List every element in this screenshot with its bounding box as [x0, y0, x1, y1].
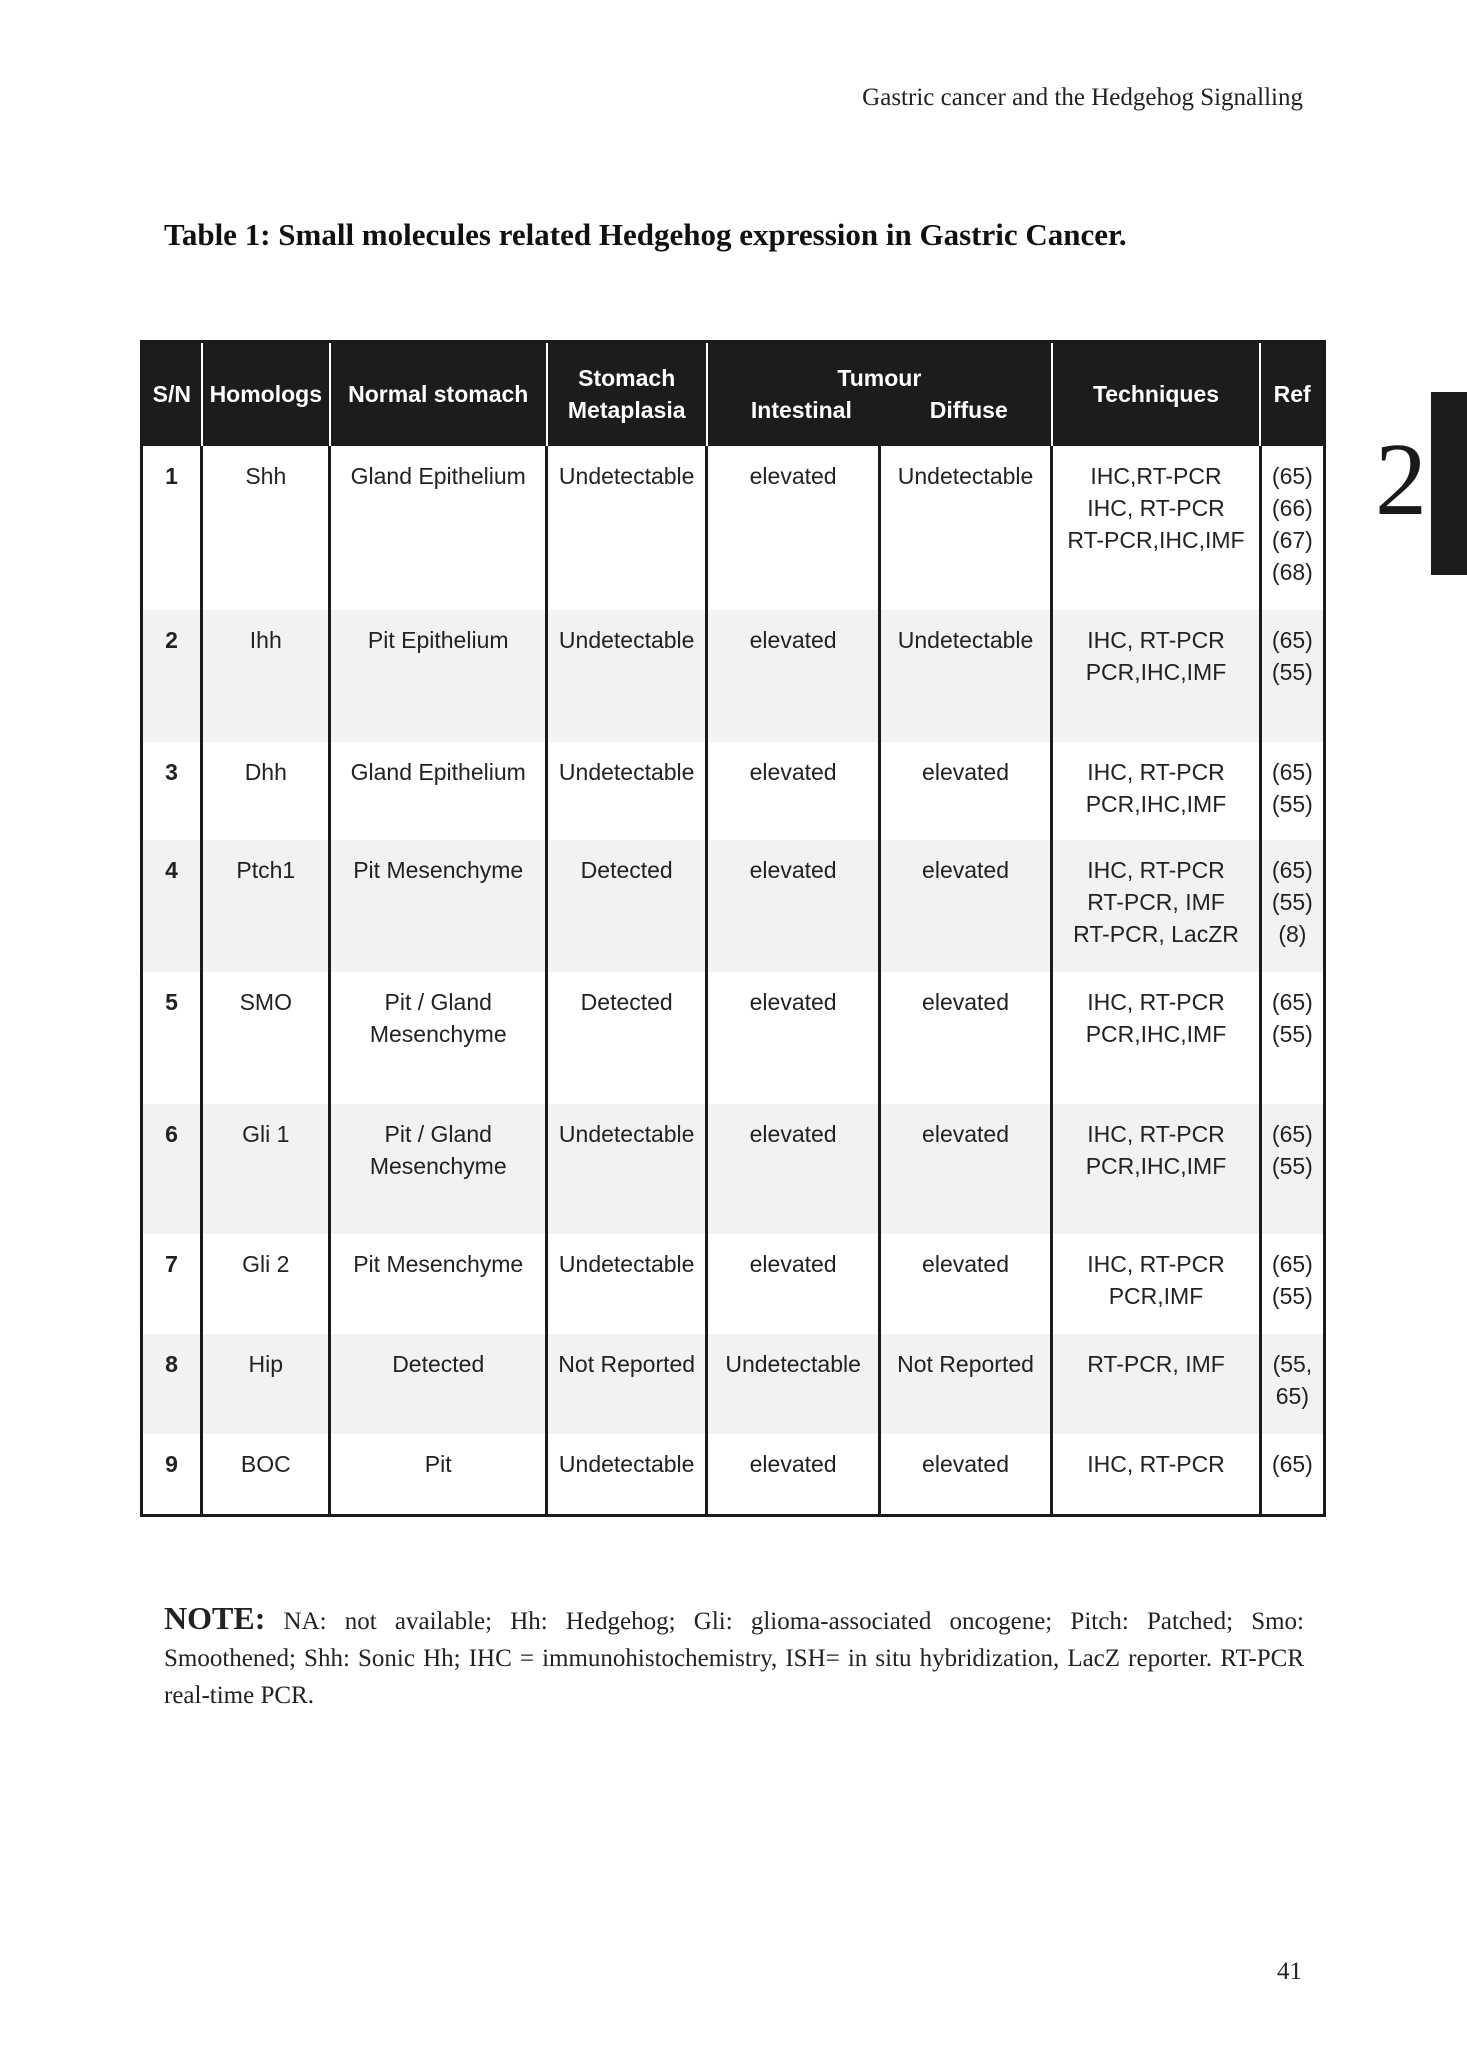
cell-homolog: BOC	[202, 1434, 330, 1516]
cell-tumour-diffuse: elevated	[879, 1234, 1051, 1334]
cell-tumour-diffuse: elevated	[879, 742, 1051, 840]
cell-ref	[1260, 446, 1324, 610]
cell-metaplasia: Undetectable	[547, 610, 707, 742]
table-row	[142, 1234, 1325, 1334]
table-body	[142, 446, 1325, 1516]
cell-techniques	[1052, 840, 1261, 972]
cell-homolog: Hip	[202, 1334, 330, 1434]
cell-sn: 6	[142, 1104, 202, 1234]
cell-sn: 8	[142, 1334, 202, 1434]
cell-normal-stomach-line: Pit Mesenchyme	[353, 1250, 524, 1277]
cell-techniques-line: RT-PCR, IMF	[1087, 888, 1225, 915]
cell-techniques-line: IHC, RT-PCR	[1087, 1250, 1225, 1277]
note-text: NA: not available; Hh: Hedgehog; Gli: glioma-associated oncogene; Pitch: Patched; Smo: Smoothened; Shh: Sonic Hh; IHC = immunohistochemistry, ISH= in situ hybridization, LacZ reporter. RT-PCR real-time PCR.	[164, 1608, 1305, 1709]
cell-ref-line: (65)	[1271, 856, 1313, 883]
cell-techniques	[1052, 972, 1261, 1104]
col-header-normal-stomach: Normal stomach	[330, 342, 547, 446]
chapter-number: 2	[1375, 422, 1427, 537]
cell-techniques	[1052, 1334, 1261, 1434]
cell-ref-line: (65)	[1271, 758, 1313, 785]
cell-ref-line: (55)	[1271, 658, 1313, 685]
cell-metaplasia: Undetectable	[547, 1104, 707, 1234]
cell-metaplasia: Undetectable	[547, 742, 707, 840]
cell-ref-line: (55)	[1271, 888, 1313, 915]
cell-techniques-line: IHC, RT-PCR	[1087, 494, 1225, 521]
cell-homolog: Ihh	[202, 610, 330, 742]
cell-normal-stomach-line: Pit	[424, 1450, 452, 1477]
cell-techniques-line: PCR,IMF	[1108, 1282, 1204, 1309]
cell-ref-line: (68)	[1271, 558, 1313, 585]
cell-ref-line: 65)	[1275, 1382, 1309, 1409]
cell-tumour-diffuse: elevated	[879, 1104, 1051, 1234]
col-header-homologs: Homologs	[202, 342, 330, 446]
cell-tumour-intestinal: elevated	[707, 1434, 879, 1516]
col-header-stomach-metaplasia	[547, 342, 707, 446]
table-row	[142, 1434, 1325, 1516]
cell-ref	[1260, 1434, 1324, 1516]
col-header-tumour-title: Tumour	[837, 365, 922, 392]
cell-metaplasia: Undetectable	[547, 1434, 707, 1516]
table-header-row	[142, 342, 1325, 446]
cell-techniques-line: IHC, RT-PCR	[1087, 1450, 1225, 1477]
cell-ref-line: (8)	[1278, 920, 1307, 947]
cell-tumour-intestinal: elevated	[707, 972, 879, 1104]
cell-tumour-diffuse: Undetectable	[879, 610, 1051, 742]
cell-homolog: Gli 2	[202, 1234, 330, 1334]
cell-ref-line: (55,	[1272, 1350, 1313, 1377]
cell-ref-line: (65)	[1271, 988, 1313, 1015]
cell-metaplasia: Undetectable	[547, 446, 707, 610]
table-row	[142, 840, 1325, 972]
cell-techniques	[1052, 1104, 1261, 1234]
cell-techniques	[1052, 1434, 1261, 1516]
cell-homolog: Shh	[202, 446, 330, 610]
cell-normal-stomach	[330, 972, 547, 1104]
cell-tumour-intestinal: elevated	[707, 610, 879, 742]
cell-techniques-line: RT-PCR, LacZR	[1073, 920, 1239, 947]
cell-tumour-intestinal: elevated	[707, 840, 879, 972]
cell-techniques-line: RT-PCR,IHC,IMF	[1067, 526, 1245, 553]
cell-ref-line: (65)	[1271, 626, 1313, 653]
running-head: Gastric cancer and the Hedgehog Signalling	[862, 84, 1303, 111]
col-header-techniques: Techniques	[1052, 342, 1261, 446]
cell-normal-stomach-line: Pit Mesenchyme	[353, 856, 524, 883]
col-header-intestinal: Intestinal	[750, 397, 852, 424]
cell-techniques-line: PCR,IHC,IMF	[1085, 1020, 1227, 1047]
col-header-ref: Ref	[1260, 342, 1324, 446]
cell-normal-stomach	[330, 1104, 547, 1234]
table-note	[164, 1600, 1304, 1714]
cell-normal-stomach	[330, 1334, 547, 1434]
cell-normal-stomach	[330, 1234, 547, 1334]
table-row	[142, 446, 1325, 610]
cell-techniques-line: IHC, RT-PCR	[1087, 1120, 1225, 1147]
table-row	[142, 742, 1325, 840]
table-row	[142, 1334, 1325, 1434]
cell-techniques-line: PCR,IHC,IMF	[1085, 1152, 1227, 1179]
cell-ref	[1260, 972, 1324, 1104]
cell-normal-stomach-line: Mesenchyme	[369, 1152, 507, 1179]
cell-normal-stomach-line: Gland Epithelium	[350, 758, 526, 785]
table-row	[142, 1104, 1325, 1234]
cell-ref-line: (55)	[1271, 1020, 1313, 1047]
col-header-tumour	[707, 342, 1052, 446]
cell-sn: 4	[142, 840, 202, 972]
cell-ref-line: (65)	[1271, 1450, 1313, 1477]
cell-ref-line: (55)	[1271, 1152, 1313, 1179]
cell-techniques-line: IHC, RT-PCR	[1087, 988, 1225, 1015]
cell-normal-stomach-line: Detected	[392, 1350, 485, 1377]
chapter-tab-marker	[1431, 392, 1467, 575]
cell-techniques-line: PCR,IHC,IMF	[1085, 658, 1227, 685]
cell-techniques-line: IHC, RT-PCR	[1087, 856, 1225, 883]
cell-tumour-intestinal: elevated	[707, 1234, 879, 1334]
cell-tumour-intestinal: elevated	[707, 446, 879, 610]
cell-techniques	[1052, 1234, 1261, 1334]
cell-tumour-diffuse: Undetectable	[879, 446, 1051, 610]
cell-ref	[1260, 610, 1324, 742]
col-header-sn: S/N	[142, 342, 202, 446]
cell-normal-stomach-line: Mesenchyme	[369, 1020, 507, 1047]
cell-sn: 7	[165, 1250, 178, 1277]
cell-tumour-intestinal: Undetectable	[707, 1334, 879, 1434]
cell-tumour-diffuse: elevated	[879, 840, 1051, 972]
table-row	[142, 610, 1325, 742]
cell-homolog: Ptch1	[202, 840, 330, 972]
cell-ref-line: (55)	[1271, 1282, 1313, 1309]
col-header-diffuse: Diffuse	[929, 397, 1008, 424]
table-title: Table 1: Small molecules related Hedgehog expression in Gastric Cancer.	[164, 217, 1127, 252]
cell-ref	[1260, 1104, 1324, 1234]
cell-sn: 2	[142, 610, 202, 742]
cell-ref	[1260, 1334, 1324, 1434]
cell-normal-stomach	[330, 840, 547, 972]
cell-techniques-line: IHC, RT-PCR	[1087, 758, 1225, 785]
cell-normal-stomach-line: Pit / Gland	[384, 1120, 492, 1147]
cell-tumour-intestinal: elevated	[707, 1104, 879, 1234]
cell-normal-stomach-line: Pit Epithelium	[367, 626, 509, 653]
note-label: NOTE:	[164, 1600, 266, 1636]
col-header-metaplasia-line1: Stomach	[578, 365, 676, 392]
cell-ref	[1260, 742, 1324, 840]
cell-techniques-line: RT-PCR, IMF	[1087, 1350, 1225, 1377]
cell-techniques-line: PCR,IHC,IMF	[1085, 790, 1227, 817]
cell-metaplasia: Detected	[547, 840, 707, 972]
cell-ref-line: (67)	[1271, 526, 1313, 553]
cell-techniques	[1052, 446, 1261, 610]
cell-normal-stomach	[330, 610, 547, 742]
cell-metaplasia: Undetectable	[547, 1234, 707, 1334]
cell-tumour-diffuse: elevated	[879, 1434, 1051, 1516]
cell-ref-line: (65)	[1271, 462, 1313, 489]
cell-ref	[1260, 1234, 1324, 1334]
cell-sn: 5	[165, 988, 178, 1015]
cell-normal-stomach	[330, 1434, 547, 1516]
cell-homolog: SMO	[202, 972, 330, 1104]
cell-metaplasia: Detected	[547, 972, 707, 1104]
cell-normal-stomach-line: Pit / Gland	[384, 988, 492, 1015]
table-row	[142, 972, 1325, 1104]
cell-techniques	[1052, 742, 1261, 840]
cell-ref-line: (66)	[1271, 494, 1313, 521]
cell-techniques-line: IHC, RT-PCR	[1087, 626, 1225, 653]
cell-tumour-diffuse: elevated	[879, 972, 1051, 1104]
cell-techniques-line: IHC,RT-PCR	[1090, 462, 1222, 489]
col-header-metaplasia-line2: Metaplasia	[567, 397, 686, 424]
cell-homolog: Gli 1	[202, 1104, 330, 1234]
page-number: 41	[1277, 1958, 1302, 1985]
cell-ref-line: (65)	[1271, 1250, 1313, 1277]
cell-tumour-diffuse: Not Reported	[879, 1334, 1051, 1434]
cell-normal-stomach-line: Gland Epithelium	[350, 462, 526, 489]
homolog-expression-table	[140, 340, 1326, 1517]
cell-ref-line: (65)	[1271, 1120, 1313, 1147]
cell-ref-line: (55)	[1271, 790, 1313, 817]
cell-tumour-intestinal: elevated	[707, 742, 879, 840]
cell-homolog: Dhh	[202, 742, 330, 840]
cell-sn: 3	[165, 758, 178, 785]
cell-sn: 1	[165, 462, 178, 489]
cell-sn: 9	[165, 1450, 178, 1477]
cell-metaplasia: Not Reported	[547, 1334, 707, 1434]
cell-ref	[1260, 840, 1324, 972]
cell-techniques	[1052, 610, 1261, 742]
cell-normal-stomach	[330, 446, 547, 610]
cell-normal-stomach	[330, 742, 547, 840]
